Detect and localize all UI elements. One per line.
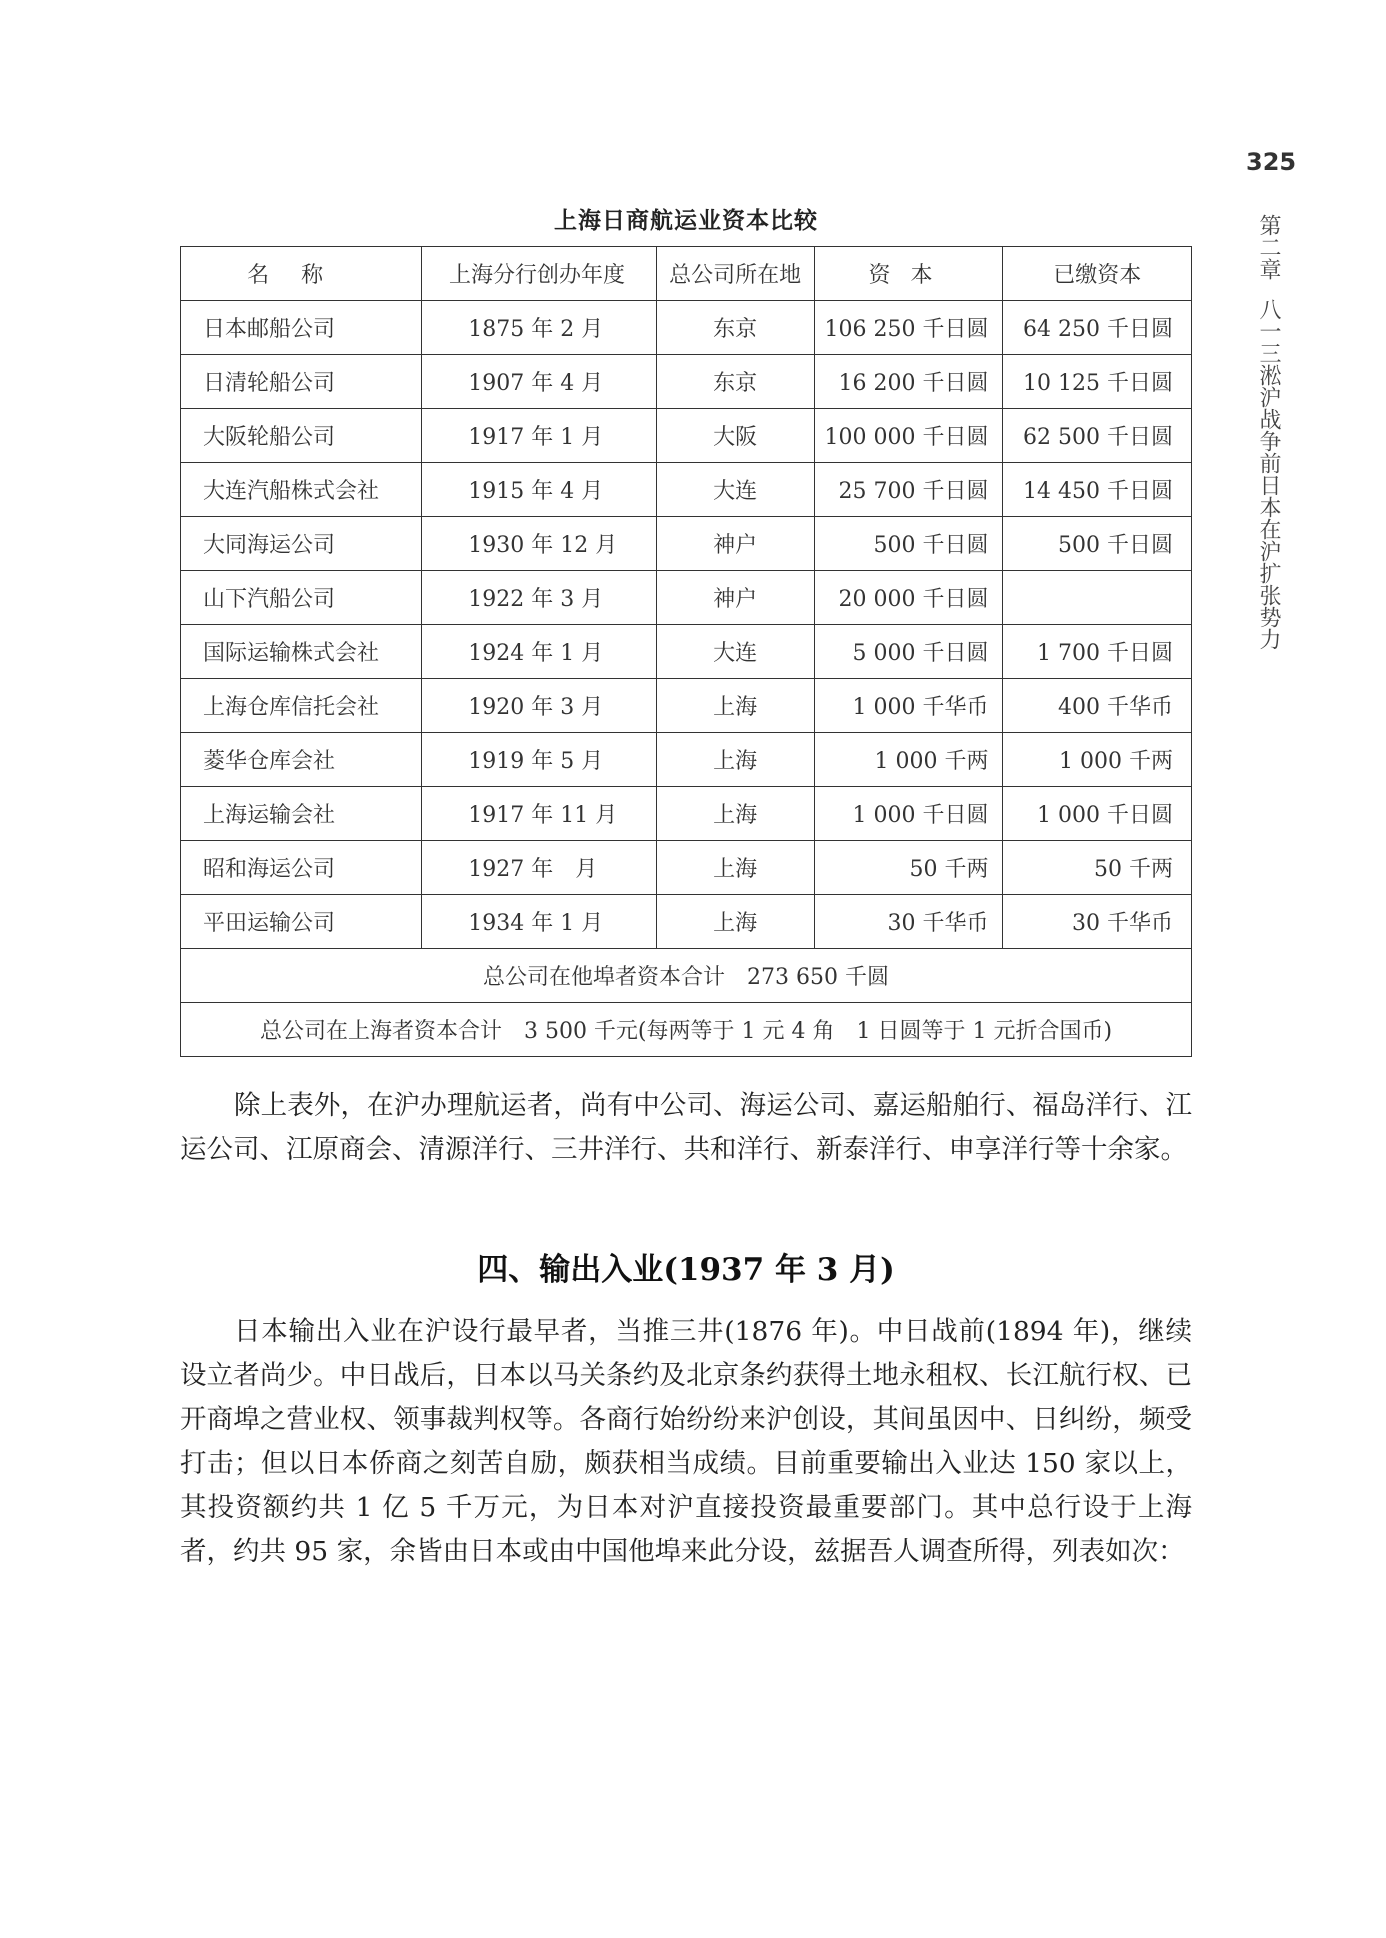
header-name: 名称 [181, 247, 422, 301]
cell-headquarters: 东京 [656, 301, 814, 355]
cell-founded-year: 1875 年 2 月 [422, 301, 656, 355]
cell-founded-year: 1915 年 4 月 [422, 463, 656, 517]
table-row [181, 679, 1192, 733]
cell-paid-capital: 62 500 千日圆 [1003, 409, 1192, 463]
cell-headquarters: 神户 [656, 571, 814, 625]
table-row [181, 517, 1192, 571]
table-body [181, 301, 1192, 949]
cell-paid-capital: 500 千日圆 [1003, 517, 1192, 571]
cell-paid-capital: 30 千华币 [1003, 895, 1192, 949]
total-row [181, 949, 1192, 1003]
header-year: 上海分行创办年度 [422, 247, 656, 301]
cell-paid-capital: 1 700 千日圆 [1003, 625, 1192, 679]
cell-company-name: 大阪轮船公司 [181, 409, 422, 463]
cell-company-name: 日本邮船公司 [181, 301, 422, 355]
table-row [181, 463, 1192, 517]
cell-founded-year: 1920 年 3 月 [422, 679, 656, 733]
cell-headquarters: 大阪 [656, 409, 814, 463]
cell-paid-capital: 1 000 千日圆 [1003, 787, 1192, 841]
cell-founded-year: 1924 年 1 月 [422, 625, 656, 679]
header-paid-capital: 已缴资本 [1003, 247, 1192, 301]
cell-company-name: 平田运输公司 [181, 895, 422, 949]
table-row [181, 625, 1192, 679]
cell-capital: 1 000 千华币 [814, 679, 1003, 733]
cell-headquarters: 大连 [656, 463, 814, 517]
cell-headquarters: 上海 [656, 679, 814, 733]
cell-capital: 500 千日圆 [814, 517, 1003, 571]
table-row [181, 895, 1192, 949]
cell-paid-capital: 14 450 千日圆 [1003, 463, 1192, 517]
cell-paid-capital: 64 250 千日圆 [1003, 301, 1192, 355]
cell-company-name: 大同海运公司 [181, 517, 422, 571]
cell-capital: 50 千两 [814, 841, 1003, 895]
cell-capital: 25 700 千日圆 [814, 463, 1003, 517]
table-row [181, 733, 1192, 787]
cell-headquarters: 神户 [656, 517, 814, 571]
section-heading: 四、输出入业(1937 年 3 月) [477, 1252, 895, 1288]
cell-founded-year: 1930 年 12 月 [422, 517, 656, 571]
header-hq: 总公司所在地 [656, 247, 814, 301]
cell-paid-capital [1003, 571, 1192, 625]
cell-company-name: 日清轮船公司 [181, 355, 422, 409]
table-row [181, 841, 1192, 895]
table-row [181, 787, 1192, 841]
cell-headquarters: 上海 [656, 787, 814, 841]
paragraph-other-shipping: 除上表外，在沪办理航运者，尚有中公司、海运公司、嘉运船舶行、福岛洋行、江运公司、江原商会、清源洋行、三井洋行、共和洋行、新泰洋行、申享洋行等十余家。 [180, 1090, 1192, 1165]
cell-founded-year: 1907 年 4 月 [422, 355, 656, 409]
cell-company-name: 昭和海运公司 [181, 841, 422, 895]
capital-comparison-table [180, 246, 1192, 1057]
total-other-ports: 总公司在他埠者资本合计 273 650 千圆 [181, 949, 1192, 1003]
cell-founded-year: 1917 年 1 月 [422, 409, 656, 463]
table-row [181, 409, 1192, 463]
cell-company-name: 上海仓库信托会社 [181, 679, 422, 733]
header-capital: 资本 [814, 247, 1003, 301]
cell-headquarters: 上海 [656, 895, 814, 949]
cell-capital: 30 千华币 [814, 895, 1003, 949]
cell-headquarters: 大连 [656, 625, 814, 679]
cell-company-name: 国际运输株式会社 [181, 625, 422, 679]
cell-company-name: 上海运输会社 [181, 787, 422, 841]
running-head-title: 八一三淞沪战争前日本在沪扩张势力 [1256, 298, 1281, 650]
table-row [181, 571, 1192, 625]
paragraph-import-export: 日本输出入业在沪设行最早者，当推三井(1876 年)。中日战前(1894 年)，继续设立者尚少。中日战后，日本以马关条约及北京条约获得土地永租权、长江航行权、已开商埠之营业权、领事裁判权等。各商行始纷纷来沪创设，其间虽因中、日纠纷，频受打击；但以日本侨商之刻苦自励，颇获相当成绩。目前重要输出入业达 150 家以上，其投资额约共 1 亿 5 千万元，为日本对沪直接投资最重要部门。其中总行设于上海者，约共 95 家，余皆由日本或由中国他埠来此分设，兹据吾人调查所得，列表如次： [180, 1316, 1192, 1567]
cell-company-name: 山下汽船公司 [181, 571, 422, 625]
cell-company-name: 菱华仓库会社 [181, 733, 422, 787]
cell-company-name: 大连汽船株式会社 [181, 463, 422, 517]
cell-paid-capital: 400 千华币 [1003, 679, 1192, 733]
table-row [181, 301, 1192, 355]
running-head-chapter: 第二章 [1256, 214, 1281, 280]
cell-capital: 100 000 千日圆 [814, 409, 1003, 463]
cell-capital: 16 200 千日圆 [814, 355, 1003, 409]
table-row [181, 355, 1192, 409]
cell-headquarters: 上海 [656, 841, 814, 895]
page-number: 325 [1246, 148, 1297, 176]
cell-capital: 1 000 千两 [814, 733, 1003, 787]
running-head [1250, 214, 1282, 650]
cell-paid-capital: 10 125 千日圆 [1003, 355, 1192, 409]
cell-founded-year: 1919 年 5 月 [422, 733, 656, 787]
cell-capital: 1 000 千日圆 [814, 787, 1003, 841]
cell-founded-year: 1922 年 3 月 [422, 571, 656, 625]
cell-founded-year: 1934 年 1 月 [422, 895, 656, 949]
cell-paid-capital: 1 000 千两 [1003, 733, 1192, 787]
cell-founded-year: 1917 年 11 月 [422, 787, 656, 841]
total-row [181, 1003, 1192, 1057]
cell-headquarters: 上海 [656, 733, 814, 787]
cell-paid-capital: 50 千两 [1003, 841, 1192, 895]
cell-capital: 20 000 千日圆 [814, 571, 1003, 625]
table-header-row [181, 247, 1192, 301]
total-shanghai: 总公司在上海者资本合计 3 500 千元(每两等于 1 元 4 角 1 日圆等于 1 元折合国币) [181, 1003, 1192, 1057]
cell-capital: 106 250 千日圆 [814, 301, 1003, 355]
cell-headquarters: 东京 [656, 355, 814, 409]
cell-founded-year: 1927 年 月 [422, 841, 656, 895]
cell-capital: 5 000 千日圆 [814, 625, 1003, 679]
table-title: 上海日商航运业资本比较 [554, 208, 818, 234]
